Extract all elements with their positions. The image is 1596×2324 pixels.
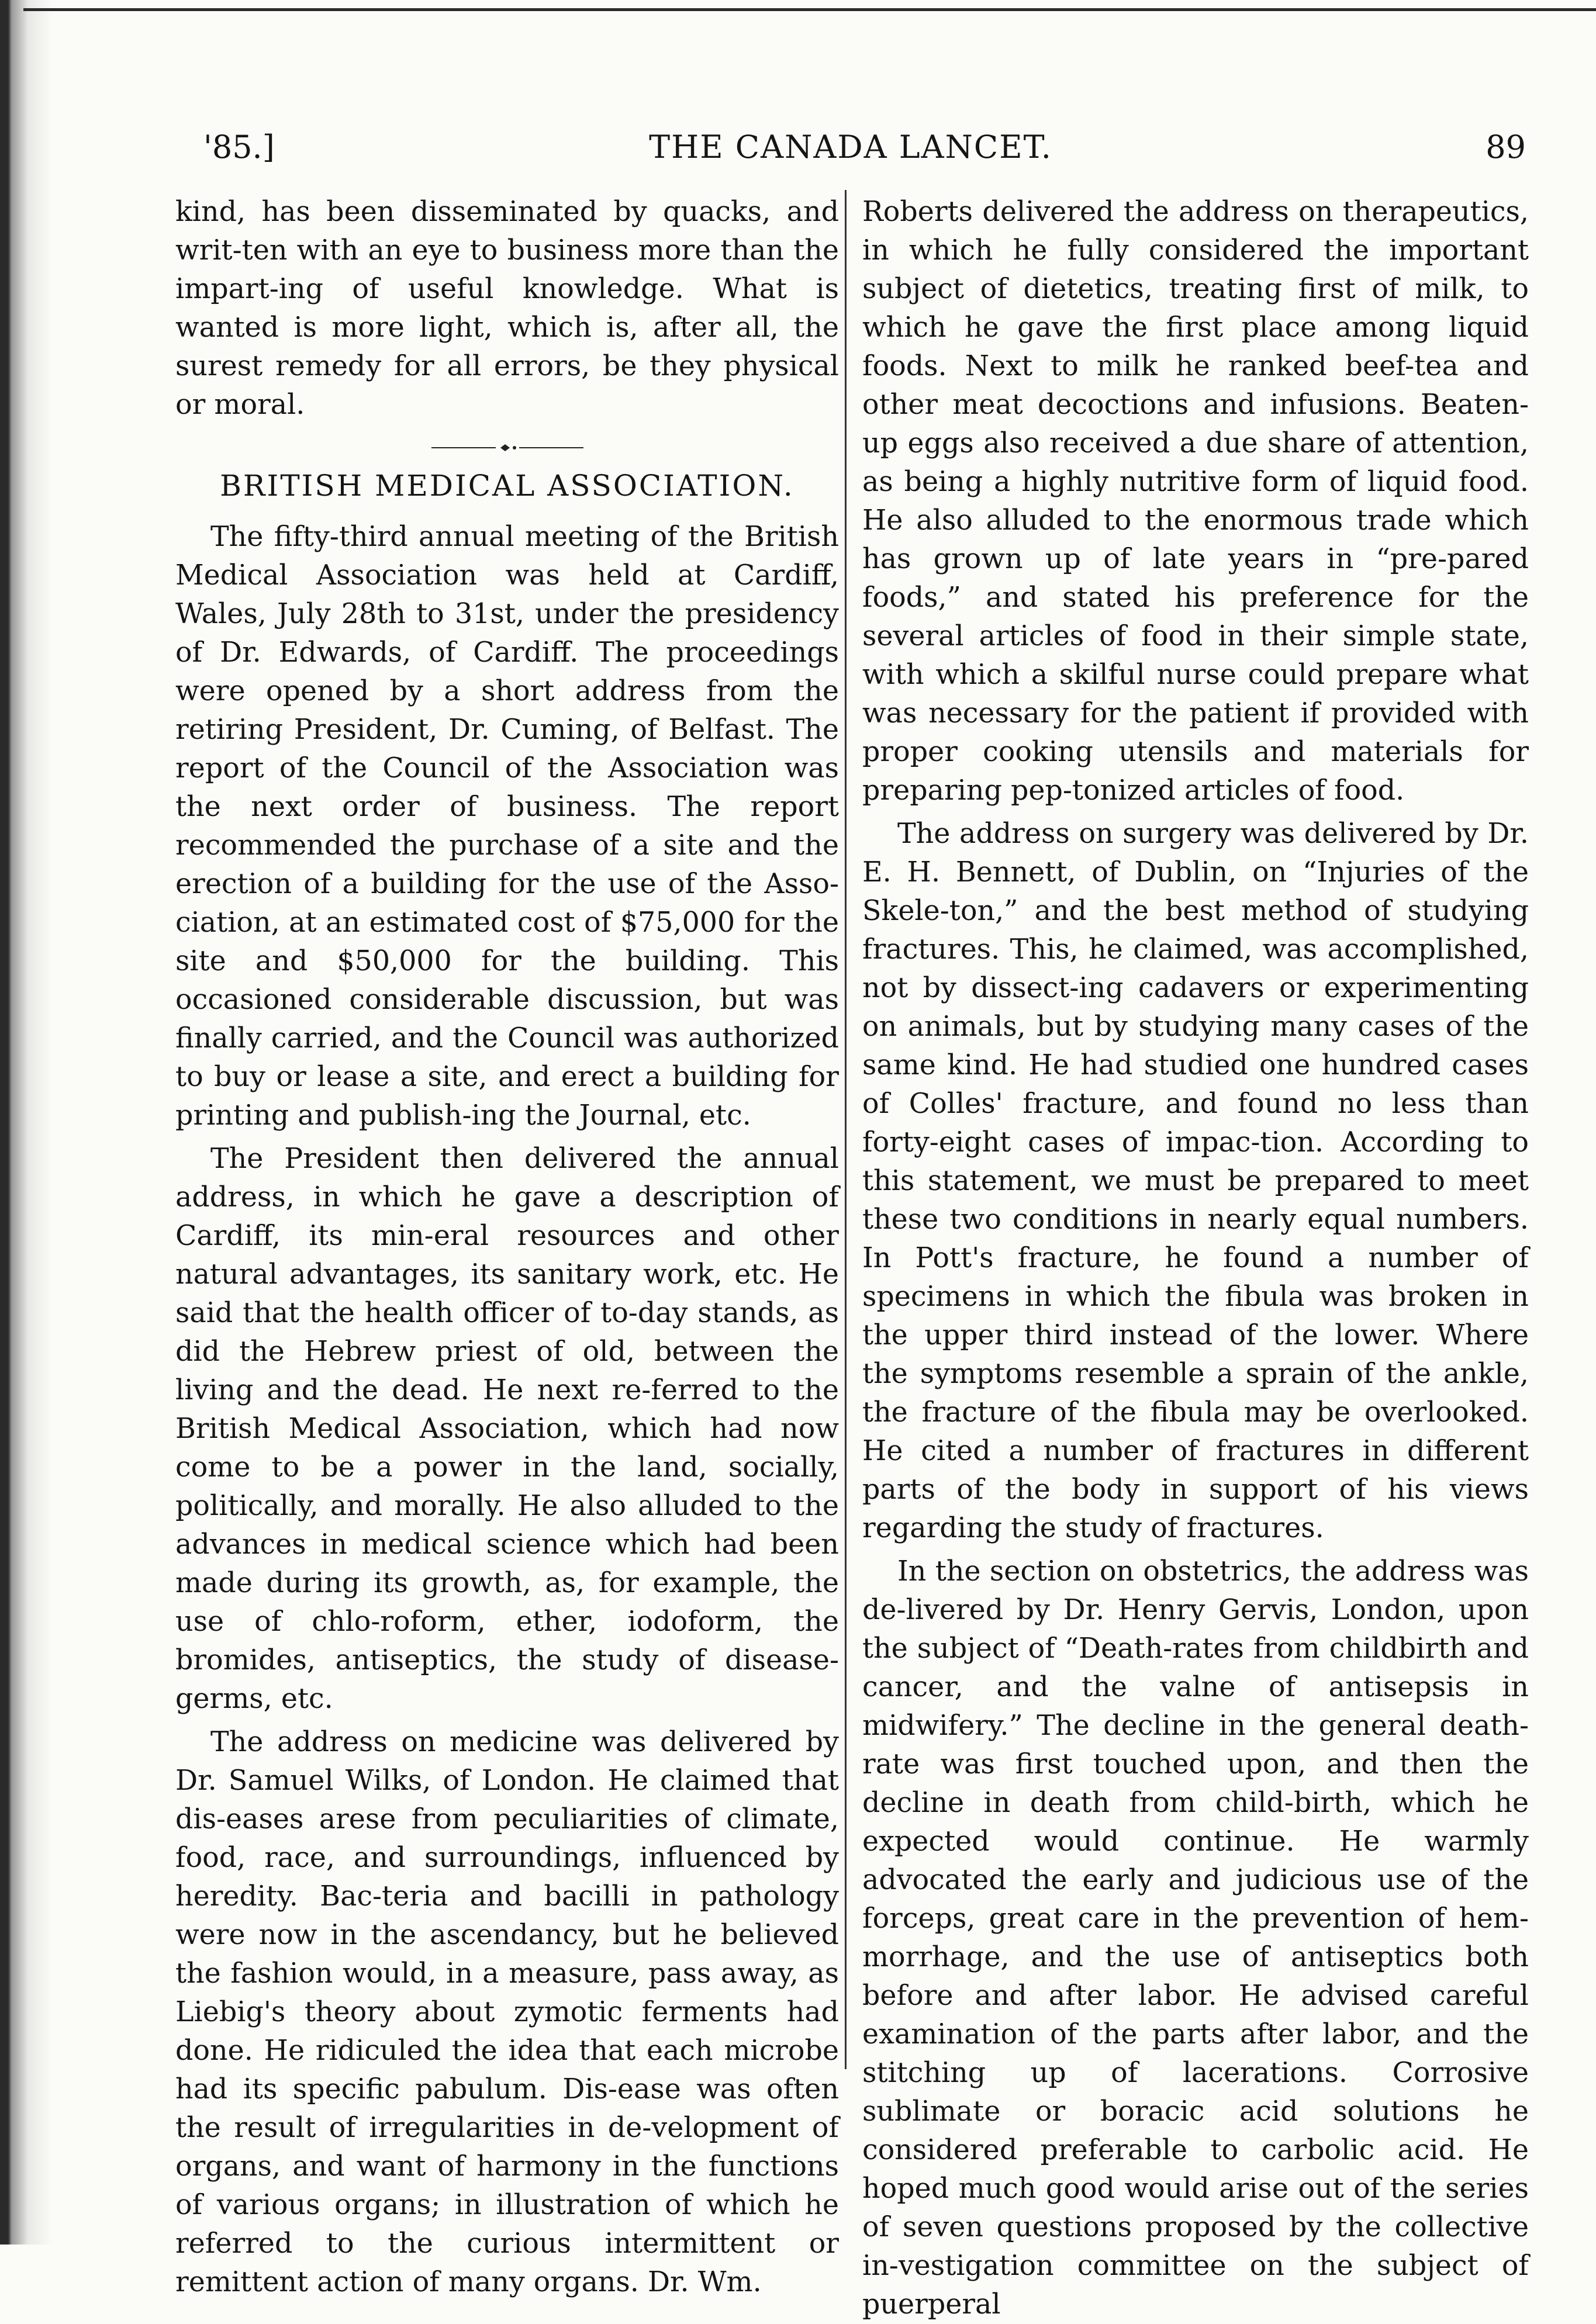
paragraph-annual-meeting: The fifty-third annual meeting of the British Medical Association was held at Cardiff, Wales, July 28th to 31st, under the presidency of Dr. Edwards, of Cardiff. The proceedings were opened by a short address from the retiring President, Dr. Cuming, of Belfast. The report of the Council of the Association was the next order of business. The report recommended the purchase of a site and the erection of a building for the use of the Asso-ciation, at an estimated cost of $75,000 for the site and $50,000 for the building. This occasioned considerable discussion, but was finally carried, and the Council was authorized to buy or lease a site, and erect a building for printing and publish-ing the Journal, etc. [175,521,839,1132]
paragraph-president-address: The President then delivered the annual address, in which he gave a description of Cardiff, its min-eral resources and other natural advantages, its sanitary work, etc. He said that the health officer of to-day stands, as did the Hebrew priest of old, between the living and the dead. He next re-ferred to the British Medical Association, which had now come to be a power in the land, socially, politically, and morally. He also alluded to the advances in medical science which had been made during its growth, as, for example, the use of chlo-roform, ether, iodoform, the bromides, antiseptics, the study of disease-germs, etc. [175,1143,839,1715]
running-head [175,129,1526,175]
left-column [175,193,839,2302]
continued-paragraph: kind, has been disseminated by quacks, and writ-ten with an eye to business more than the impart-ing of useful knowledge. What is wanted is more light, which is, after all, the surest remedy for all errors, be they physical or moral. [175,196,839,421]
binding-edge [0,0,53,2245]
header-volume-mark: '85.] [203,129,275,165]
right-column [862,193,1529,2324]
paragraph-obstetrics-address: In the section on obstetrics, the address was de-livered by Dr. Henry Gervis, London, upon the subject of “Death-rates from childbirth and cancer, and the valne of antisepsis in midwifery.” The decline in the general death-rate was first touched upon, and then the decline in death from child-birth, which he expected would continue. He warmly advocated the early and judicious use of the forceps, great care in the prevention of hem-morrhage, and the use of antiseptics both before and after labor. He advised careful examination of the parts after labor, and the stitching up of lacerations. Corrosive sublimate or boracic acid solutions he considered preferable to carbolic acid. He hoped much good would arise out of the series of seven questions proposed by the collective in-vestigation committee on the subject of puerperal [862,1555,1529,2320]
paragraph-surgery-address: The address on surgery was delivered by Dr. E. H. Bennett, of Dublin, on “Injuries of the Skele-ton,” and the best method of studying fractures. This, he claimed, was accomplished, not by dissect-ing cadavers or experimenting on animals, but by studying many cases of the same kind. He had studied one hundred cases of Colles' fracture, and found no less than forty-eight cases of impac-tion. According to this statement, we must be prepared to meet these two conditions in nearly equal numbers. In Pott's fracture, he found a number of specimens in which the fibula was broken in the upper third instead of the lower. Where the symptoms resemble a sprain of the ankle, the fracture of the fibula may be overlooked. He cited a number of fractures in different parts of the body in support of his views regarding the study of fractures. [862,818,1529,1544]
paragraph-medicine-address: The address on medicine was delivered by Dr. Samuel Wilks, of London. He claimed that dis-eases arese from peculiarities of climate, food, race, and surroundings, influenced by heredity. Bac-teria and bacilli in pathology were now in the ascendancy, but he believed the fashion would, in a measure, pass away, as Liebig's theory about zymotic ferments had done. He ridiculed the idea that each microbe had its specific pabulum. Dis-ease was often the result of irregularities in de-velopment of organs, and want of harmony in the functions of various organs; in illustration of which he referred to the curious intermittent or remittent action of many organs. Dr. Wm. [175,1726,839,2298]
column-divider [845,190,847,2069]
page-number: 89 [1486,129,1526,165]
paragraph-therapeutics-address: Roberts delivered the address on therapeutics, in which he fully considered the important subject of dietetics, treating first of milk, to which he gave the first place among liquid foods. Next to milk he ranked beef-tea and other meat decoctions and infusions. Beaten-up eggs also received a due share of attention, as being a highly nutritive form of liquid food. He also alluded to the enormous trade which has grown up of late years in “pre-pared foods,” and stated his preference for the several articles of food in their simple state, with which a skilful nurse could prepare what was necessary for the patient if provided with proper cooking utensils and materials for preparing pep-tonized articles of food. [862,196,1529,807]
top-rule [23,8,1596,11]
section-heading: BRITISH MEDICAL ASSOCIATION. [220,469,794,503]
section-divider-ornament [431,441,583,455]
journal-title: THE CANADA LANCET. [649,129,1052,165]
